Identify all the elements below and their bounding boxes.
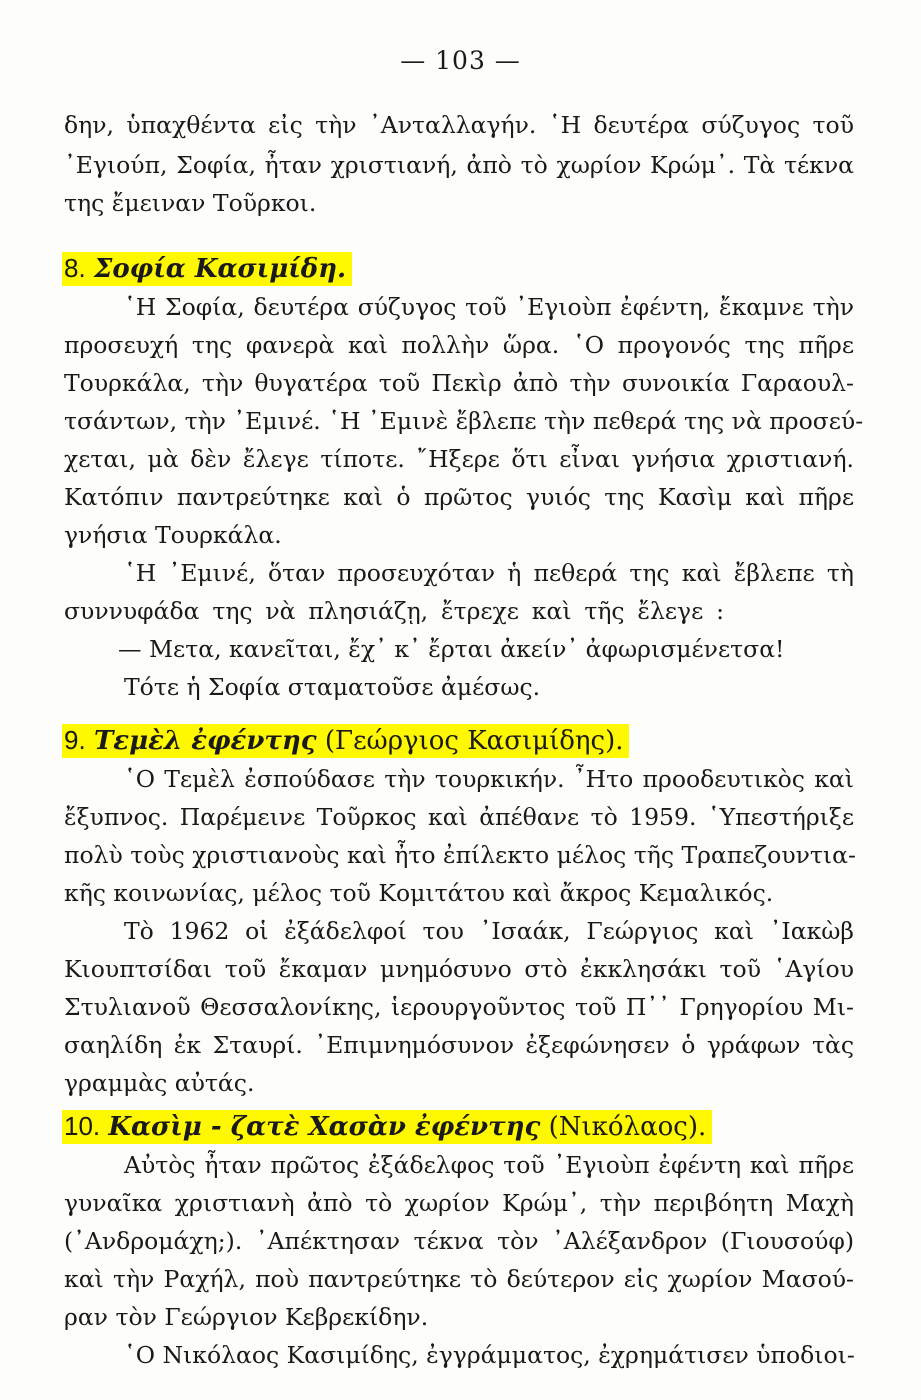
highlight	[62, 1110, 712, 1144]
text-line: κῆς κοινωνίας, μέλος τοῦ Κομιτάτου καὶ ἄκρος Κεμαλικός.	[64, 879, 774, 907]
text-line: Στυλιανοῦ Θεσσαλονίκης, ἱερουργοῦντος τοῦ Π᾿᾿ Γρηγορίου Μι-	[64, 993, 854, 1021]
text-line: δην, ὑπαχθέντα εἰς τὴν ᾿Ανταλλαγήν. ῾Η δευτέρα σύζυγος τοῦ	[64, 111, 854, 139]
section-heading-8	[62, 250, 360, 286]
text-line: συννυφάδα της νὰ πλησιάζῃ, ἔτρεχε καὶ τῆς ἔλεγε :	[64, 597, 724, 625]
section-alias: (Γεώργιος Κασιμίδης).	[324, 726, 624, 756]
text-line: καὶ τὴν Ραχήλ, ποὺ παντρεύτηκε τὸ δεύτερον εἰς χωρίον Μασού-	[64, 1265, 854, 1293]
section-number: 8.	[64, 253, 86, 283]
section-heading-10	[62, 1108, 720, 1144]
text-line: προσευχή της φανερὰ καὶ πολλὴν ὥρα. ῾Ο προγονός της πῆρε	[64, 331, 854, 359]
page-number: — 103 —	[400, 46, 521, 75]
text-line: Τότε ἡ Σοφία σταματοῦσε ἀμέσως.	[124, 673, 541, 701]
text-line: γραμμὰς αὐτάς.	[64, 1069, 255, 1097]
dialogue-line: — Μετα, κανεῖται, ἔχ᾿ κ᾿ ἔρται ἀκείν᾿ ἀφωρισμένετσα!	[118, 635, 785, 663]
text-line: Τὸ 1962 οἱ ἐξάδελφοί του ᾿Ισαάκ, Γεώργιος καὶ ᾿Ιακὼβ	[124, 917, 854, 945]
text-line: χεται, μὰ δὲν ἔλεγε τίποτε. ῎Ηξερε ὅτι εἶναι γνήσια χριστιανή.	[64, 445, 854, 473]
text-line: (᾿Ανδρομάχη;). ᾿Απέκτησαν τέκνα τὸν ᾿Αλέξανδρον (Γιουσούφ)	[64, 1227, 854, 1255]
section-name: Κασὶμ - ζατὲ Χασὰν ἐφέντης	[108, 1112, 541, 1142]
text-line: ῾Η ᾿Εμινέ, ὅταν προσευχόταν ἡ πεθερά της καὶ ἔβλεπε τὴ	[124, 559, 854, 587]
section-heading-9	[62, 722, 637, 758]
section-alias: (Νικόλαος).	[548, 1112, 707, 1142]
section-name: Σοφία Κασιμίδη.	[93, 254, 347, 284]
text-line: σαηλίδη ἐκ Σταυρί. ᾿Επιμνημόσυνον ἐξεφώνησεν ὁ γράφων τὰς	[64, 1031, 854, 1059]
text-line: ῾Ο Τεμὲλ ἐσπούδασε τὴν τουρκικήν. ῏Ητο προοδευτικὸς καὶ	[124, 765, 854, 793]
text-line: πολὺ τοὺς χριστιανοὺς καὶ ἦτο ἐπίλεκτο μέλος τῆς Τραπεζουντια-	[64, 841, 856, 869]
section-number: 10.	[64, 1111, 101, 1141]
text-line: ραν τὸν Γεώργιον Κεβρεκίδην.	[64, 1303, 429, 1331]
text-line: ἔξυπνος. Παρέμεινε Τοῦρκος καὶ ἀπέθανε τὸ 1959. ῾Υπεστήριξε	[64, 803, 854, 831]
section-number: 9.	[64, 725, 86, 755]
text-line: ᾿Εγιούπ, Σοφία, ἦταν χριστιανή, ἀπὸ τὸ χωρίον Κρώμ᾿. Τὰ τέκνα	[64, 151, 854, 179]
highlight	[62, 724, 629, 758]
text-line: γνήσια Τουρκάλα.	[64, 521, 282, 549]
text-line: Τουρκάλα, τὴν θυγατέρα τοῦ Πεκὶρ ἀπὸ τὴν συνοικία Γαραουλ-	[64, 369, 854, 397]
text-line: της ἔμειναν Τοῦρκοι.	[64, 189, 317, 217]
text-line: Αὐτὸς ἦταν πρῶτος ἐξάδελφος τοῦ ᾿Εγιοὺπ ἐφέντη καὶ πῆρε	[124, 1151, 854, 1179]
text-line: Κατόπιν παντρεύτηκε καὶ ὁ πρῶτος γυιός της Κασὶμ καὶ πῆρε	[64, 483, 854, 511]
text-line: Κιουπτσίδαι τοῦ ἔκαμαν μνημόσυνο στὸ ἐκκλησάκι τοῦ ῾Αγίου	[64, 955, 854, 983]
text-line: γυναῖκα χριστιανὴ ἀπὸ τὸ χωρίον Κρώμ᾿, τὴν περιβόητη Μαχὴ	[64, 1189, 854, 1217]
text-line: ῾Ο Νικόλαος Κασιμίδης, ἐγγράμματος, ἐχρημάτισεν ὑποδιοι-	[124, 1341, 855, 1369]
text-line: τσάντων, τὴν ᾿Εμινέ. ῾Η ᾿Εμινὲ ἔβλεπε τὴν πεθερά της νὰ προσεύ-	[64, 407, 864, 435]
text-line: ῾Η Σοφία, δευτέρα σύζυγος τοῦ ᾿Εγιοὺπ ἐφέντη, ἔκαμνε τὴν	[124, 293, 854, 321]
section-name: Τεμὲλ ἐφέντης	[93, 726, 317, 756]
highlight	[62, 252, 352, 286]
